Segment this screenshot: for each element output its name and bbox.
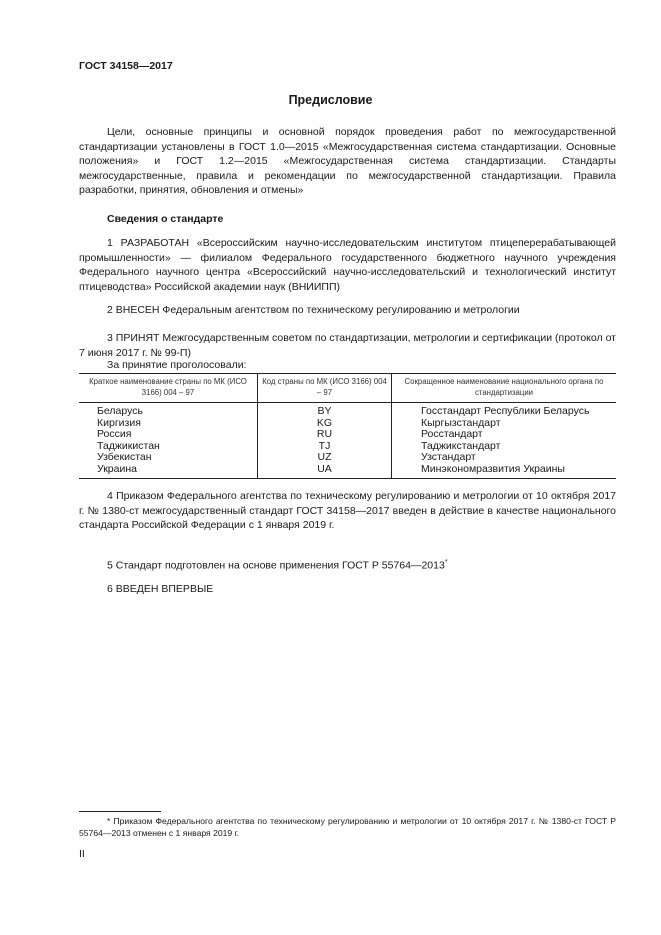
country-name: Россия [97,428,132,440]
table-row [79,403,616,418]
country-name: Узбекистан [97,451,152,463]
country-name: Беларусь [97,405,143,417]
voting-countries-table [79,373,616,479]
document-code-header: ГОСТ 34158—2017 [79,60,173,72]
intro-paragraph: Цели, основные принципы и основной порядок проведения работ по межгосударственной стандартизации установлены в ГОСТ 1.0—2015 «Межгосударственная система стандартизации. Основные положения» и ГОСТ 1.2—2015 «Межгосударственная система стандартизации. Стандарты межгосударственные, правила и рекомендации по межгосударственной стандартизации. Правила разработки, принятия, обновления и отмены» [79,126,616,197]
table-row [79,418,616,430]
standards-body: Узстандарт [392,452,617,464]
country-code: BY [258,403,392,418]
item-prepared [79,556,616,573]
table-row [79,429,616,441]
footnote-text: * Приказом Федерального агентства по техническому регулированию и метрологии от 10 октября 2017 г. № 1380-ст ГОСТ Р 55764—2013 отменен с 1 января 2019 г. [79,816,616,838]
country-code: UA [258,464,392,479]
standards-body: Росстандарт [392,429,617,441]
votes-label: За принятие проголосовали: [107,359,247,371]
standards-body: Госстандарт Республики Беларусь [392,403,617,418]
page-number: II [79,848,85,860]
item-first-time: 6 ВВЕДЕН ВПЕРВЫЕ [107,583,214,595]
standards-body: Таджикстандарт [392,441,617,453]
country-name: Украина [79,464,258,479]
header-country: Краткое наименование страны по МК (ИСО 3166) 004 – 97 [79,374,258,403]
item-introduced: 2 ВНЕСЕН Федеральным агентством по техническому регулированию и метрологии [107,304,520,316]
country-code: KG [258,418,392,430]
footnote-mark: * [444,559,448,566]
country-name: Киргизия [97,416,141,429]
footnote-separator [79,811,161,812]
table-row [79,452,616,464]
table-header-row [79,374,616,403]
table-row [79,441,616,453]
header-code: Код страны по МК (ИСО 3166) 004 – 97 [258,374,392,403]
standards-body: Кыргызстандарт [392,418,617,430]
item-adopted: 3 ПРИНЯТ Межгосударственным советом по стандартизации, метрологии и сертификации (протокол от 7 июня 2017 г. № 99-П) [79,332,616,359]
item-order: 4 Приказом Федерального агентства по техническому регулированию и метрологии от 10 октября 2017 г. № 1380-ст межгосударственный стандарт ГОСТ 34158—2017 введен в действие в качестве национального стандарта Российской Федерации с 1 января 2019 г. [79,490,616,532]
country-code: RU [258,429,392,441]
page-title: Предисловие [288,93,373,107]
country-name: Таджикистан [97,439,160,452]
standards-body: Минэкономразвития Украины [392,464,617,479]
item-prepared-text: 5 Стандарт подготовлен на основе применения ГОСТ Р 55764—2013 [107,559,445,572]
item-developed: 1 РАЗРАБОТАН «Всероссийским научно-исследовательским институтом птицеперерабатывающей промышленности» — филиалом Федерального государственного бюджетного научного учреждения Федерального научного центра «Всероссийский научно-исследовательский и технологический институт птицеводства» Российской академии наук (ВНИИПП) [79,237,616,293]
country-code: TJ [258,441,392,453]
table-row [79,464,616,479]
section-heading: Сведения о стандарте [107,213,224,225]
header-body: Сокращенное наименование национального органа по стандартизации [392,374,617,403]
country-code: UZ [258,452,392,464]
